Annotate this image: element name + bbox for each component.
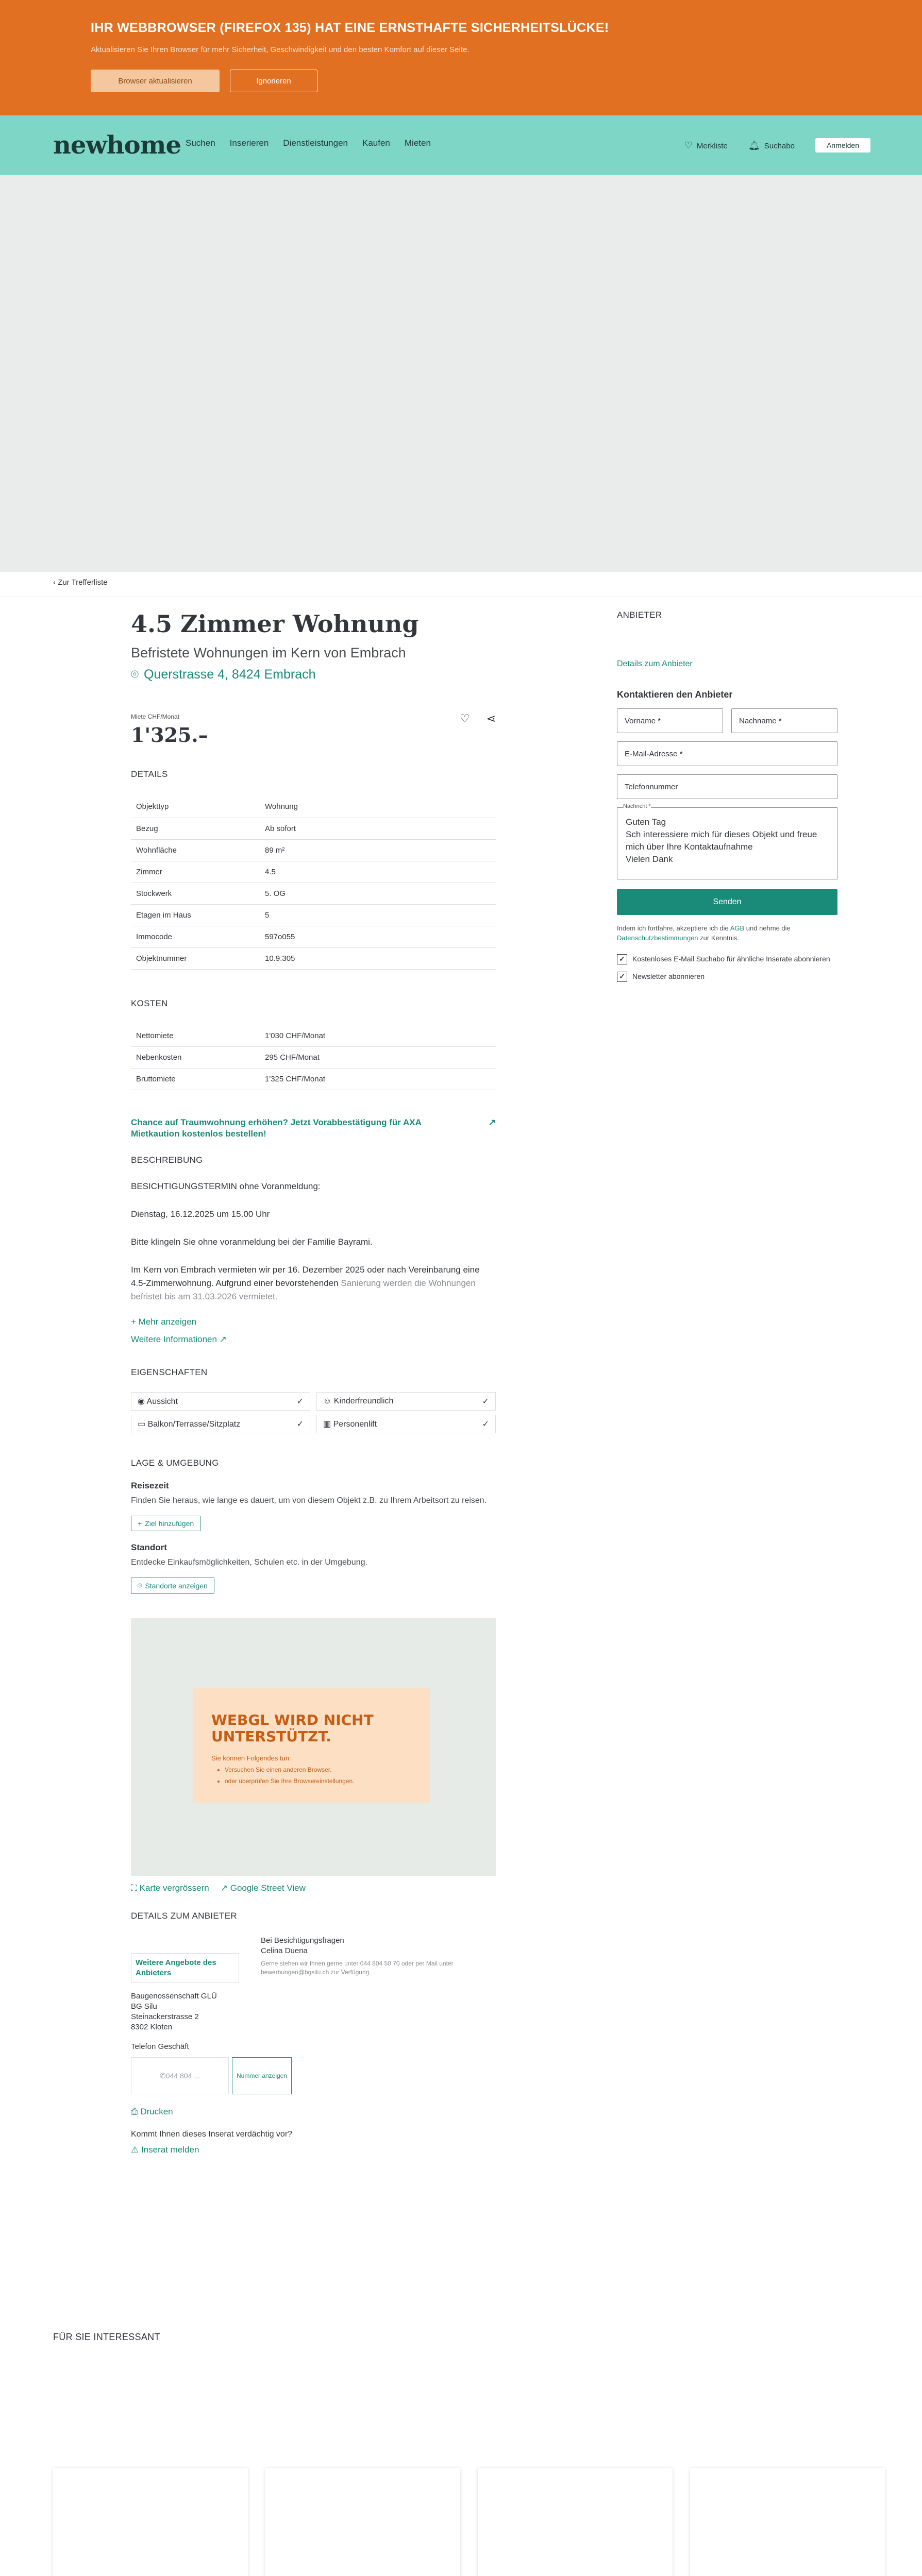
- table-row: [131, 1069, 496, 1090]
- row-value: 4.5: [265, 867, 276, 876]
- row-label: Nettomiete: [136, 1031, 174, 1040]
- back-to-results-link[interactable]: [53, 578, 108, 587]
- warning-icon: ⚠: [131, 2145, 141, 2155]
- description-p3: Bitte klingeln Sie ohne voranmeldung bei der Familie Bayrami.: [131, 1237, 373, 1247]
- print-label: Drucken: [140, 2107, 173, 2116]
- description-heading: BESCHREIBUNG: [131, 1155, 203, 1165]
- feature-item: [131, 1392, 310, 1411]
- webgl-option: • Versuchen Sie einen anderen Browser.: [225, 1766, 430, 1773]
- table-row: [131, 861, 496, 883]
- price: 1'325.–: [131, 723, 208, 747]
- check-icon: ✓: [296, 1397, 304, 1406]
- agb-link[interactable]: AGB: [730, 924, 745, 932]
- travel-title: Reisezeit: [131, 1481, 169, 1490]
- promo-card: [478, 2468, 673, 2576]
- features-list: [131, 1392, 496, 1437]
- check-icon: ✓: [482, 1420, 489, 1429]
- pin-icon: ⌾: [138, 1581, 142, 1589]
- report-question: Kommt Ihnen dieses Inserat verdächtig vor?: [131, 2130, 293, 2139]
- map-placeholder: [0, 175, 922, 572]
- add-destination-label: Ziel hinzufügen: [145, 1519, 194, 1528]
- row-value: 5: [265, 910, 270, 920]
- logo[interactable]: newhome: [53, 131, 181, 160]
- message-wrap: [617, 799, 837, 882]
- provider-heading: DETAILS ZUM ANBIETER: [131, 1911, 237, 1921]
- external-link-icon: ↗: [488, 1117, 496, 1127]
- merkliste-link[interactable]: [684, 140, 728, 151]
- location-pin-icon: ⌾: [131, 667, 139, 682]
- listing-address[interactable]: [131, 667, 496, 682]
- check-icon: ✓: [482, 1397, 489, 1406]
- browser-warning-banner: [0, 0, 922, 115]
- share-icon[interactable]: ⋖: [486, 712, 496, 725]
- phone-mask-text: 044 804 ...: [165, 2072, 200, 2080]
- merkliste-label: Merkliste: [696, 141, 728, 150]
- row-value: 89 m²: [265, 845, 285, 855]
- banner-text: Aktualisieren Sie Ihren Browser für mehr Sicherheit, Geschwindigkeit und den besten Komfort auf dieser Seite.: [91, 45, 470, 54]
- check-icon: ✓: [296, 1420, 304, 1429]
- description-p2: Dienstag, 16.12.2025 um 15.00 Uhr: [131, 1209, 270, 1219]
- row-value: Wohnung: [265, 802, 298, 811]
- balcony-icon: ▭ Balkon/Terrasse/Sitzplatz: [138, 1420, 241, 1429]
- privacy-link[interactable]: Datenschutzbestimmungen: [617, 934, 698, 942]
- row-value: 5. OG: [265, 889, 286, 898]
- show-more-link[interactable]: + Mehr anzeigen: [131, 1317, 197, 1327]
- ignore-button[interactable]: Ignorieren: [230, 70, 317, 92]
- table-row: [131, 926, 496, 947]
- eye-icon: ◉ Aussicht: [138, 1397, 178, 1406]
- provider-contact: [261, 1936, 488, 1977]
- listing-title: 4.5 Zimmer Wohnung: [131, 610, 419, 638]
- description-p4: [131, 1263, 496, 1303]
- address-text: Querstrasse 4, 8424 Embrach: [144, 667, 316, 682]
- update-browser-button[interactable]: Browser aktualisieren: [91, 70, 220, 92]
- row-label: Objekttyp: [136, 802, 169, 811]
- note-text: Indem ich fortfahre, akzeptiere ich die: [617, 924, 730, 932]
- family-icon: ☺ Kinderfreundlich: [323, 1397, 394, 1405]
- row-value: 1'030 CHF/Monat: [265, 1031, 326, 1040]
- nav-suchen[interactable]: Suchen: [186, 138, 215, 148]
- login-button[interactable]: Anmelden: [815, 138, 870, 152]
- table-row: [131, 883, 496, 904]
- check-icon: ✓: [617, 954, 627, 964]
- place-title: Standort: [131, 1543, 167, 1552]
- feature-label: Kinderfreundlich: [333, 1397, 394, 1405]
- show-more-label: Mehr anzeigen: [138, 1317, 197, 1327]
- nav-inserieren[interactable]: Inserieren: [229, 138, 269, 148]
- newsletter-checkbox[interactable]: [617, 972, 837, 982]
- elevator-icon: ▥ Personenlift: [323, 1420, 377, 1429]
- phone-label: Telefon Geschäft: [131, 2042, 189, 2051]
- suchabo-checkbox[interactable]: [617, 954, 837, 964]
- travel-text: Finden Sie heraus, wie lange es dauert, um von diesem Objekt z.B. zu Ihrem Arbeitsort zu reisen.: [131, 1496, 487, 1505]
- print-link[interactable]: [131, 2107, 292, 2117]
- details-table: [131, 796, 496, 970]
- feature-item: [316, 1415, 496, 1433]
- suchabo-label: Suchabo: [764, 141, 795, 150]
- message-label: Nachricht *: [623, 803, 651, 809]
- details-heading: DETAILS: [131, 769, 168, 779]
- row-value: 597o055: [265, 932, 295, 941]
- promo-card: [53, 2468, 248, 2576]
- note-text: und nehme die: [744, 924, 791, 932]
- row-label: Etagen im Haus: [136, 910, 191, 920]
- row-label: Bezug: [136, 824, 158, 833]
- provider-details-link[interactable]: Details zum Anbieter: [617, 659, 693, 668]
- more-offers-link[interactable]: Weitere Angebote des Anbieters: [131, 1953, 239, 1983]
- report-label: Inserat melden: [141, 2145, 199, 2155]
- description-p1: BESICHTIGUNGSTERMIN ohne Voranmeldung:: [131, 1181, 321, 1191]
- show-places-label: Standorte anzeigen: [145, 1581, 208, 1590]
- location-map[interactable]: [131, 1618, 496, 1876]
- name-row: [617, 708, 837, 733]
- feature-label: Personenlift: [333, 1420, 377, 1429]
- promo-card: [690, 2468, 885, 2576]
- table-row: [131, 904, 496, 926]
- last-name-field[interactable]: Nachname *: [731, 708, 837, 733]
- print-icon: ⎙: [131, 2107, 141, 2116]
- row-value: 1'325 CHF/Monat: [265, 1075, 326, 1083]
- enlarge-map-link[interactable]: ⛶ Karte vergrössern: [131, 1883, 209, 1893]
- heart-icon: ♡: [684, 140, 693, 150]
- feature-item: [316, 1392, 496, 1411]
- axa-promo-text: Chance auf Traumwohnung erhöhen? Jetzt Vorabbestätigung für AXA Mietkaution kostenlos bestellen!: [131, 1117, 422, 1139]
- street-view-label: Google Street View: [230, 1883, 306, 1893]
- webgl-text: Sie können Folgendes tun:: [211, 1754, 291, 1762]
- send-button[interactable]: Senden: [617, 889, 837, 915]
- costs-table: [131, 1025, 496, 1091]
- company-name: Baugenossenschaft GLÜ: [131, 1992, 217, 2001]
- street-view-link[interactable]: ↗ Google Street View: [220, 1883, 306, 1893]
- features-heading: EIGENSCHAFTEN: [131, 1367, 208, 1377]
- note-text: zur Kenntnis.: [698, 934, 740, 942]
- terms-note: [617, 923, 837, 943]
- map-links: [131, 1883, 496, 1893]
- location-heading: LAGE & UMGEBUNG: [131, 1458, 219, 1468]
- nav-dienstleistungen[interactable]: Dienstleistungen: [283, 138, 348, 148]
- banner-title: IHR WEBBROWSER (FIREFOX 135) HAT EINE ERNSTHAFTE SICHERHEITSLÜCKE!: [91, 21, 609, 35]
- site-header: [0, 115, 922, 175]
- contact-name: Celina Duena: [261, 1946, 308, 1955]
- row-label: Wohnfläche: [136, 845, 177, 855]
- show-places-button[interactable]: [131, 1578, 214, 1594]
- description-p4-fade: Sanierung werden die Wohnungen befristet bis am 31.03.2026 vermietet.: [131, 1278, 476, 1301]
- chevron-left-icon: ‹: [53, 578, 58, 587]
- for-you-cards: [53, 2468, 885, 2576]
- header-actions: [684, 138, 870, 152]
- company-name-2: BG Silu: [131, 2002, 157, 2011]
- row-value: Ab sofort: [265, 824, 296, 833]
- email-field[interactable]: E-Mail-Adresse *: [617, 741, 837, 766]
- company-street: Steinackerstrasse 2: [131, 2012, 199, 2021]
- suchabo-checkbox-label: Kostenloses E-Mail Suchabo für ähnliche Inserate abonnieren: [632, 955, 830, 963]
- phone-row: [131, 2057, 292, 2094]
- table-row: [131, 796, 496, 818]
- heart-icon[interactable]: ♡: [459, 712, 470, 725]
- suchabo-link[interactable]: [748, 140, 795, 151]
- bell-icon: 🔔︎: [748, 140, 760, 150]
- show-number-button[interactable]: Nummer anzeigen: [232, 2057, 292, 2094]
- description-p4-text: Im Kern von Embrach vermieten wir per 16. Dezember 2025 oder nach Vereinbarung eine 4.5-Zimmerwohnung. Aufgrund einer bevorstehenden: [131, 1265, 480, 1288]
- listing-actions: [460, 712, 496, 725]
- table-row: [131, 947, 496, 969]
- provider-details: [131, 1926, 496, 2155]
- nav-mieten[interactable]: Mieten: [404, 138, 431, 148]
- main-nav: [186, 138, 431, 148]
- row-label: Zimmer: [136, 867, 162, 876]
- price-label: Miete CHF/Monat: [131, 713, 180, 720]
- table-row: [131, 1047, 496, 1069]
- feature-label: Balkon/Terrasse/Sitzplatz: [147, 1420, 241, 1429]
- check-icon: ✓: [617, 972, 627, 982]
- feature-label: Aussicht: [146, 1397, 178, 1406]
- first-name-field[interactable]: Vorname *: [617, 708, 723, 733]
- phone-field[interactable]: Telefonnummer: [617, 774, 837, 799]
- contact-title: Kontaktieren den Anbieter: [617, 689, 733, 700]
- row-label: Immocode: [136, 932, 173, 941]
- contact-sidebar: [617, 610, 837, 982]
- description: [131, 1180, 496, 1303]
- phone-mask: [131, 2057, 229, 2094]
- table-row: [131, 818, 496, 839]
- sidebar-heading: ANBIETER: [617, 610, 662, 620]
- row-label: Objektnummer: [136, 954, 187, 963]
- place-text: Entdecke Einkaufsmöglichkeiten, Schulen etc. in der Umgebung.: [131, 1558, 367, 1567]
- enlarge-map-label: Karte vergrössern: [139, 1883, 209, 1893]
- contact-title: Bei Besichtigungsfragen: [261, 1936, 344, 1945]
- row-value: 295 CHF/Monat: [265, 1053, 320, 1062]
- table-row: [131, 1025, 496, 1047]
- costs-heading: KOSTEN: [131, 998, 168, 1008]
- contact-note: Gerne stehen wir Ihnen gerne unter 044 804 50 70 oder per Mail unter bewerbungen@bgsilu.ch zur Verfügung.: [261, 1960, 454, 1976]
- for-you-heading: FÜR SIE INTERESSANT: [53, 2332, 160, 2342]
- row-label: Bruttomiete: [136, 1075, 176, 1083]
- phone-icon: ✆: [160, 2072, 166, 2080]
- promo-card: [265, 2468, 460, 2576]
- company-city: 8302 Kloten: [131, 2023, 173, 2031]
- listing-main: [131, 603, 496, 2155]
- feature-item: [131, 1415, 310, 1433]
- row-value: 10.9.305: [265, 954, 295, 963]
- webgl-option: • oder überprüfen Sie Ihre Browsereinstellungen.: [225, 1777, 430, 1785]
- axa-promo-link[interactable]: [131, 1117, 496, 1140]
- provider-info: [131, 1953, 292, 2155]
- add-destination-button[interactable]: + Ziel hinzufügen: [131, 1516, 200, 1531]
- nav-kaufen[interactable]: Kaufen: [362, 138, 390, 148]
- back-label: Zur Trefferliste: [58, 578, 108, 587]
- report-link[interactable]: [131, 2145, 292, 2155]
- table-row: [131, 839, 496, 861]
- webgl-warning: [193, 1688, 430, 1803]
- more-info-label: Weitere Informationen: [131, 1334, 217, 1344]
- more-info-link[interactable]: Weitere Informationen ↗: [131, 1334, 227, 1344]
- listing-subtitle: Befristete Wohnungen im Kern von Embrach: [131, 645, 406, 660]
- newsletter-checkbox-label: Newsletter abonnieren: [632, 972, 705, 980]
- row-label: Nebenkosten: [136, 1053, 182, 1062]
- webgl-title: WEBGL WIRD NICHT UNTERSTÜTZT.: [211, 1711, 374, 1745]
- row-label: Stockwerk: [136, 889, 172, 898]
- message-field[interactable]: [617, 807, 837, 879]
